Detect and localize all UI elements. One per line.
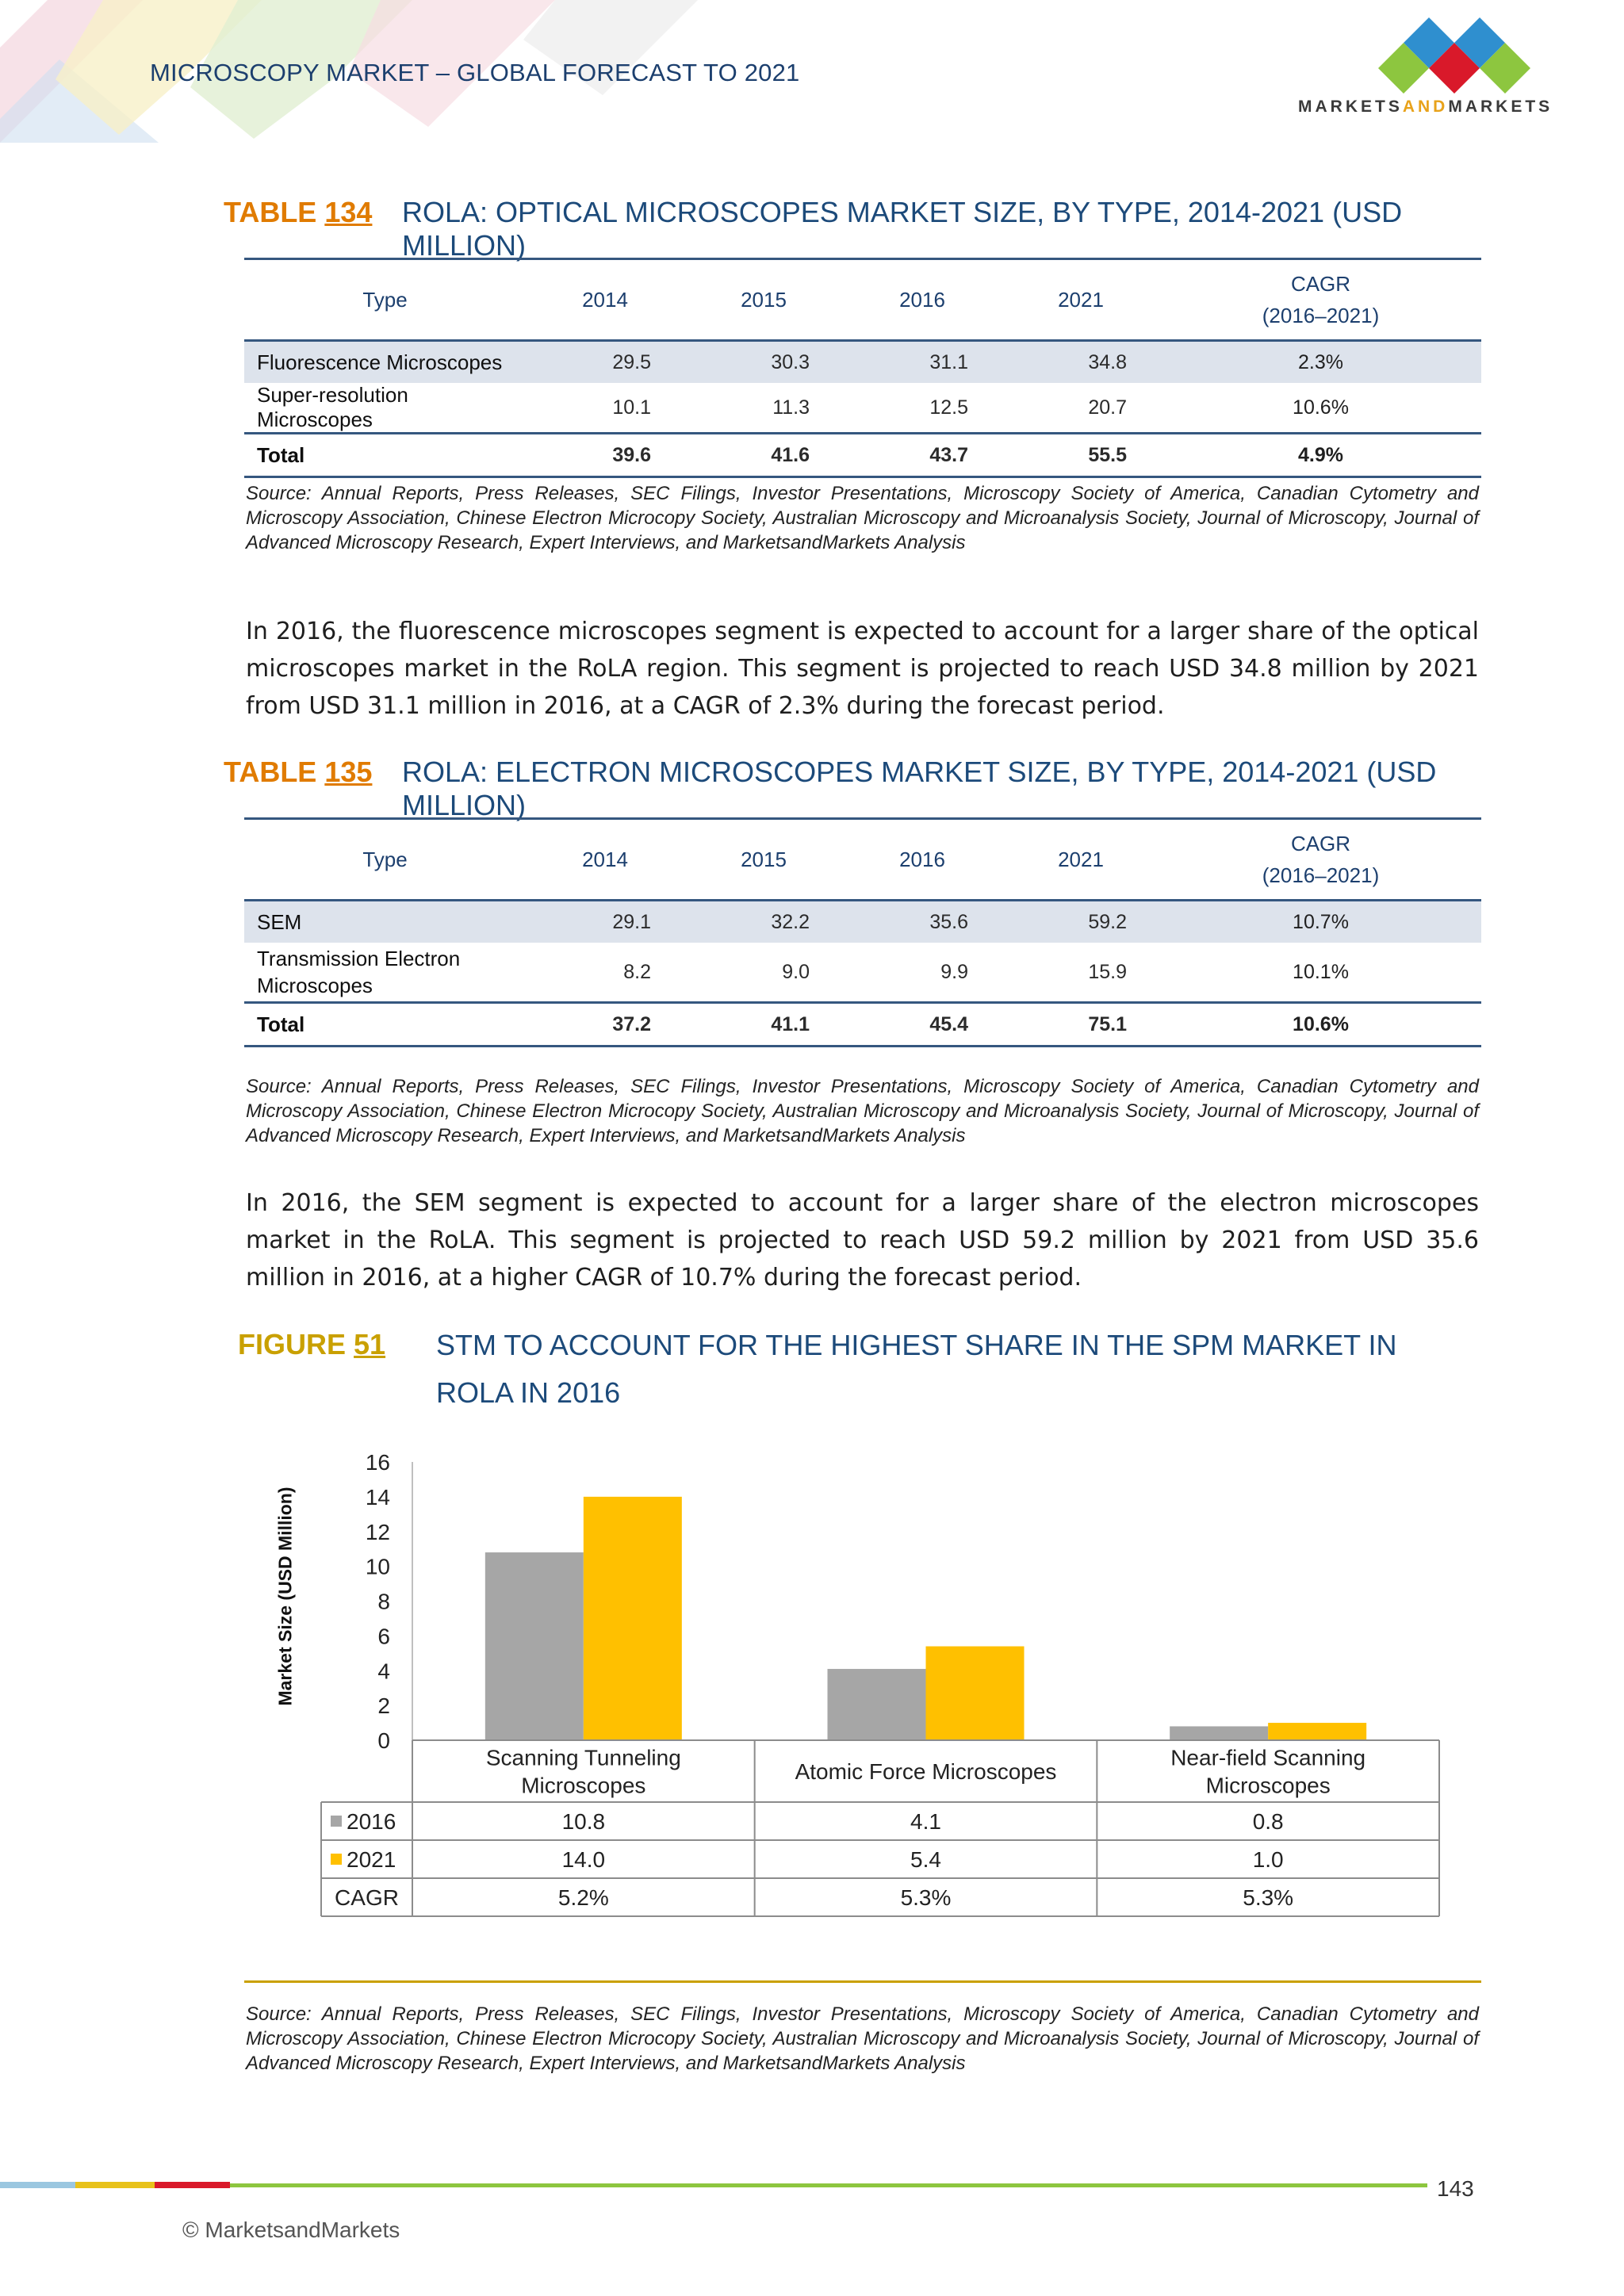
bar-2021-2	[926, 1647, 1025, 1740]
x-category-label: Atomic Force Microscopes	[795, 1759, 1057, 1784]
data-label: 1.0	[1252, 1847, 1284, 1872]
paragraph-electron: In 2016, the SEM segment is expected to account for a larger share of the electron microscopes market in the RoLA. This segment is projected to reach USD 59.2 million by 2021 from USD 35.6 million in 2016, at a higher CAGR of 10.7% during the forecast period.	[246, 1189, 1479, 1292]
table-135-title: ROLA: ELECTRON MICROSCOPES MARKET SIZE, BY TYPE, 2014-2021 (USD MILLION)	[402, 756, 1437, 821]
y-tick-label: 4	[377, 1659, 390, 1684]
legend-label: 2016	[347, 1809, 396, 1834]
x-category-label: Microscopes	[521, 1773, 646, 1798]
cagr-value: 5.3%	[900, 1885, 952, 1910]
table-135	[244, 817, 1481, 1047]
spm-market-chart	[254, 1427, 1459, 1934]
table-134	[244, 258, 1481, 478]
col-header-2016: 2016	[843, 819, 1002, 901]
col-header-cagr: CAGR (2016–2021)	[1160, 259, 1481, 341]
bar-2021-3	[1268, 1723, 1366, 1740]
cagr-value: 5.3%	[1243, 1885, 1294, 1910]
data-label: 14.0	[561, 1847, 606, 1872]
cagr-row-label: CAGR	[335, 1885, 399, 1910]
table-row: SEM 29.1 32.2 35.6 59.2 10.7%	[244, 901, 1481, 943]
table-135-caption: TABLE 135 ROLA: ELECTRON MICROSCOPES MARKET SIZE, BY TYPE, 2014-2021 (USD MILLION)	[224, 756, 1508, 789]
header-title: MICROSCOPY MARKET – GLOBAL FORECAST TO 2021	[150, 59, 800, 86]
y-tick-label: 14	[365, 1484, 390, 1510]
table-134-title: ROLA: OPTICAL MICROSCOPES MARKET SIZE, BY TYPE, 2014-2021 (USD MILLION)	[402, 196, 1403, 262]
y-tick-label: 10	[365, 1554, 390, 1579]
col-header-2015: 2015	[684, 819, 843, 901]
col-header-2014: 2014	[526, 259, 684, 341]
legend-label: 2021	[347, 1847, 396, 1872]
data-label: 0.8	[1252, 1809, 1284, 1834]
table-134-source: Source: Annual Reports, Press Releases, SEC Filings, Investor Presentations, Microscopy Society of America, Canadian Cytometry and Microscopy Association, Chinese Electron Microcopy Society, Australian Microscopy and Microanalysis Society, Journal of Microscopy, Journal of Advanced Microscopy Research, Expert Interviews, and MarketsandMarkets Analysis	[246, 483, 1479, 553]
col-header-type: Type	[244, 819, 526, 901]
bar-2021-1	[584, 1497, 682, 1740]
col-header-2015: 2015	[684, 259, 843, 341]
legend-swatch-2016	[331, 1816, 342, 1827]
figure-51-caption: FIGURE 51 STM TO ACCOUNT FOR THE HIGHEST SHARE IN THE SPM MARKET IN ROLA IN 2016	[238, 1328, 1522, 1361]
col-header-2014: 2014	[526, 819, 684, 901]
cagr-value: 5.2%	[557, 1885, 609, 1910]
table-total-row: Total 39.6 41.6 43.7 55.5 4.9%	[244, 434, 1481, 477]
y-tick-label: 0	[377, 1728, 390, 1753]
table-135-source: Source: Annual Reports, Press Releases, SEC Filings, Investor Presentations, Microscopy Society of America, Canadian Cytometry and Microscopy Association, Chinese Electron Microcopy Society, Australian Microscopy and Microanalysis Society, Journal of Microscopy, Journal of Advanced Microscopy Research, Expert Interviews, and MarketsandMarkets Analysis	[246, 1076, 1479, 1146]
figure-51-title: STM TO ACCOUNT FOR THE HIGHEST SHARE IN THE SPM MARKET IN ROLA IN 2016	[436, 1329, 1397, 1409]
footer-color-bar	[0, 2182, 1427, 2188]
table-row: Fluorescence Microscopes 29.5 30.3 31.1 34.8 2.3%	[244, 341, 1481, 384]
table-row: Super-resolution Microscopes 10.1 11.3 12.5 20.7 10.6%	[257, 383, 1349, 431]
figure-51-source: Source: Annual Reports, Press Releases, SEC Filings, Investor Presentations, Microscopy Society of America, Canadian Cytometry and Microscopy Association, Chinese Electron Microcopy Society, Australian Microscopy and Microanalysis Society, Journal of Microscopy, Journal of Advanced Microscopy Research, Expert Interviews, and MarketsandMarkets Analysis	[246, 2003, 1479, 2074]
logo-text: MARKETSANDMARKETS	[1298, 98, 1553, 116]
y-tick-label: 8	[377, 1589, 390, 1614]
y-tick-label: 16	[365, 1450, 390, 1475]
copyright: © MarketsandMarkets	[182, 2218, 400, 2242]
legend-swatch-2021	[331, 1854, 342, 1865]
x-category-label: Near-field Scanning	[1170, 1745, 1366, 1770]
paragraph-optical: In 2016, the fluorescence microscopes segment is expected to account for a larger share of the optical microscopes market in the RoLA region. This segment is projected to reach USD 34.8 million by 2021 from USD 31.1 million in 2016, at a CAGR of 2.3% during the forecast period.	[246, 618, 1479, 720]
col-header-type: Type	[244, 259, 526, 341]
data-label: 10.8	[561, 1809, 606, 1834]
table-row: Transmission Electron Microscopes 8.2 9.0 9.9 15.9 10.1%	[257, 947, 1349, 997]
x-category-label: Scanning Tunneling	[485, 1745, 681, 1770]
table-total-row: Total 37.2 41.1 45.4 75.1 10.6%	[244, 1003, 1481, 1047]
table-134-caption: TABLE 134 ROLA: OPTICAL MICROSCOPES MARKET SIZE, BY TYPE, 2014-2021 (USD MILLION)	[224, 196, 1508, 229]
col-header-2016: 2016	[843, 259, 1002, 341]
y-tick-label: 6	[377, 1624, 390, 1649]
y-axis-label: Market Size (USD Million)	[274, 1487, 296, 1706]
col-header-2021: 2021	[1002, 259, 1160, 341]
data-label: 4.1	[910, 1809, 941, 1834]
bar-2016-1	[485, 1552, 584, 1740]
bar-2016-3	[1170, 1726, 1268, 1740]
x-category-label: Microscopes	[1205, 1773, 1331, 1798]
y-tick-label: 2	[377, 1693, 390, 1719]
y-tick-label: 12	[365, 1519, 390, 1544]
data-label: 5.4	[910, 1847, 941, 1872]
bar-2016-2	[828, 1669, 926, 1740]
col-header-cagr: CAGR (2016–2021)	[1160, 819, 1481, 901]
page-number: 143	[1437, 2176, 1474, 2201]
divider-line	[244, 1980, 1481, 1983]
col-header-2021: 2021	[1002, 819, 1160, 901]
